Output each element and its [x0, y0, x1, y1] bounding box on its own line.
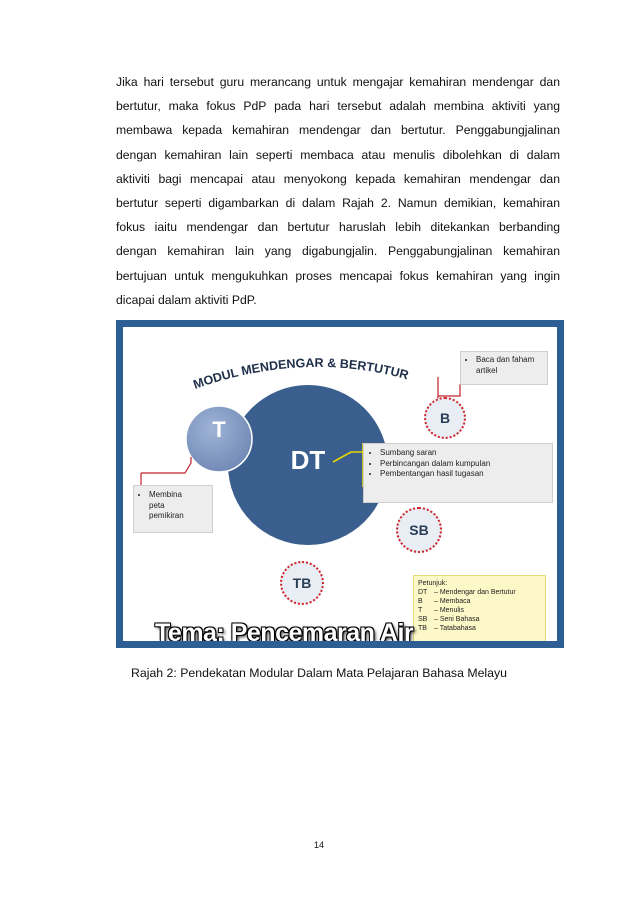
callout-b [460, 351, 548, 385]
paragraph-line: dengan kemahiran lain seperti membaca atau menulis dibolehkan di dalam [116, 147, 560, 162]
sb-circle: SB [396, 507, 442, 553]
dt-label: DT [290, 445, 326, 475]
callout-t-item: • Membina peta pemikiran [149, 490, 193, 522]
callout-dt-item: • Sumbang saran [380, 448, 548, 459]
legend-row: SB – Seni Bahasa [418, 616, 480, 623]
paragraph-line: bertutur, maka fokus PdP pada hari tersebut adalah membina aktiviti yang [116, 99, 560, 114]
body-paragraph [116, 70, 560, 312]
legend-row: T – Menulis [418, 607, 464, 614]
b-circle: B [424, 397, 466, 439]
paragraph-line: membawa kepada kemahiran mendengar dan bertutur. Penggabungjalinan [116, 123, 560, 138]
tb-circle: TB [280, 561, 324, 605]
callout-dt-item: • Perbincangan dalam kumpulan [380, 459, 548, 470]
paragraph-line: aktiviti bagi mencapai atau menyokong kepada kemahiran mendengar dan [116, 171, 560, 186]
arc-title: MODUL MENDENGAR & BERTUTUR [191, 355, 411, 392]
paragraph-line: Jika hari tersebut guru merancang untuk mengajar kemahiran mendengar dan [116, 75, 560, 89]
callout-dt [363, 443, 553, 503]
callout-b-item: • Baca dan faham artikel [476, 355, 544, 376]
legend-row: B – Membaca [418, 598, 471, 605]
legend-title: Petunjuk: [418, 580, 448, 587]
connector-b [438, 384, 460, 396]
paragraph-line: bertujuan untuk mengukuhkan proses mencapai fokus kemahiran yang ingin [116, 268, 560, 283]
paragraph-line: dicapai dalam aktiviti PdP. [116, 292, 257, 307]
callout-dt-item: • Pembentangan hasil tugasan [380, 469, 548, 480]
paragraph-line: fokus iaitu mendengar dan bertutur haruslah lebih ditekankan berbanding [116, 220, 560, 235]
page-number: 14 [313, 840, 324, 850]
legend-box [413, 575, 546, 641]
paragraph-line: dengan kemahiran lain yang digabungjalin. Penggabungjalinan kemahiran [116, 244, 560, 259]
callout-t [133, 485, 213, 533]
connector-t [141, 457, 191, 473]
legend-row: DT – Mendengar dan Bertutur [418, 589, 516, 596]
figure-caption: Rajah 2: Pendekatan Modular Dalam Mata Pelajaran Bahasa Melayu [131, 666, 507, 680]
t-label: T [212, 417, 226, 442]
legend-row: TB – Tatabahasa [418, 625, 476, 632]
theme-title: Tema: Pencemaran Air [155, 619, 414, 641]
paragraph-line: bertutur seperti digambarkan di dalam Rajah 2. Namun demikian, kemahiran [116, 196, 560, 211]
figure-rajah-2 [116, 320, 564, 648]
figure-canvas [123, 327, 557, 641]
